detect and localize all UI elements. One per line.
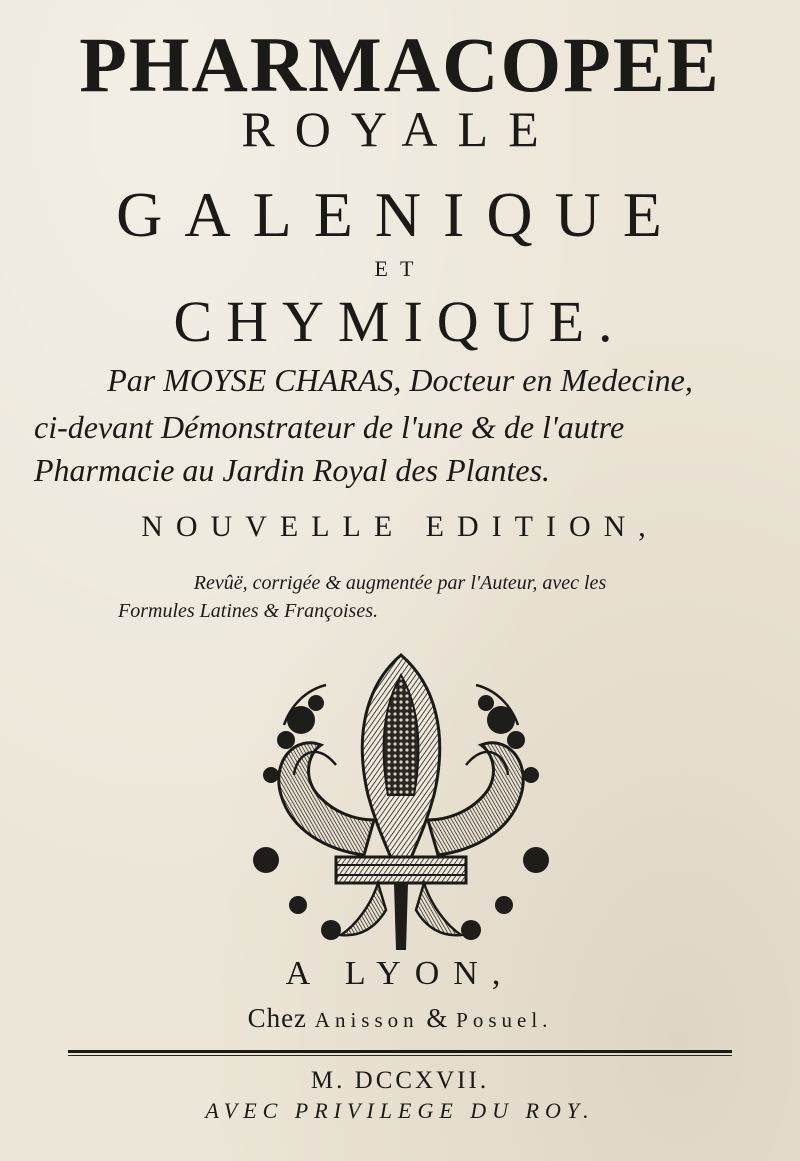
fleur-de-lis-icon <box>236 645 566 960</box>
publisher-prefix: Chez <box>247 1003 308 1033</box>
publisher-ampersand: & <box>426 1003 449 1033</box>
author-line-2: ci-devant Démonstrateur de l'une & de l'autre <box>34 409 625 445</box>
title-line-pharmacopee: PHARMACOPEE <box>79 21 721 108</box>
imprint-city: A LYON, <box>285 955 515 992</box>
divider-rule <box>68 1050 732 1053</box>
author-line-1: Par MOYSE CHARAS, Docteur en Medecine, <box>107 362 693 398</box>
title-line-galenique: GALENIQUE <box>116 179 684 250</box>
publisher-name-1: Anisson <box>314 1008 419 1032</box>
privilege-line: AVEC PRIVILEGE DU ROY. <box>205 1098 595 1123</box>
title-line-et: ET <box>374 256 426 281</box>
author-line-3: Pharmacie au Jardin Royal des Plantes. <box>34 452 551 488</box>
imprint-publisher <box>0 1003 800 1034</box>
title-line-chymique: CHYMIQUE. <box>173 289 627 354</box>
revision-line-2: Formules Latines & Françoises. <box>118 600 378 622</box>
publisher-name-2: Posuel. <box>456 1008 553 1032</box>
divider-rule-thin <box>68 1055 732 1056</box>
revision-line-1: Revûë, corrigée & augmentée par l'Auteur, avec les <box>193 572 607 594</box>
publication-year: M. DCCXVII. <box>310 1067 490 1094</box>
title-line-royale: ROYALE <box>241 101 559 157</box>
edition-statement: NOUVELLE EDITION, <box>141 510 659 543</box>
